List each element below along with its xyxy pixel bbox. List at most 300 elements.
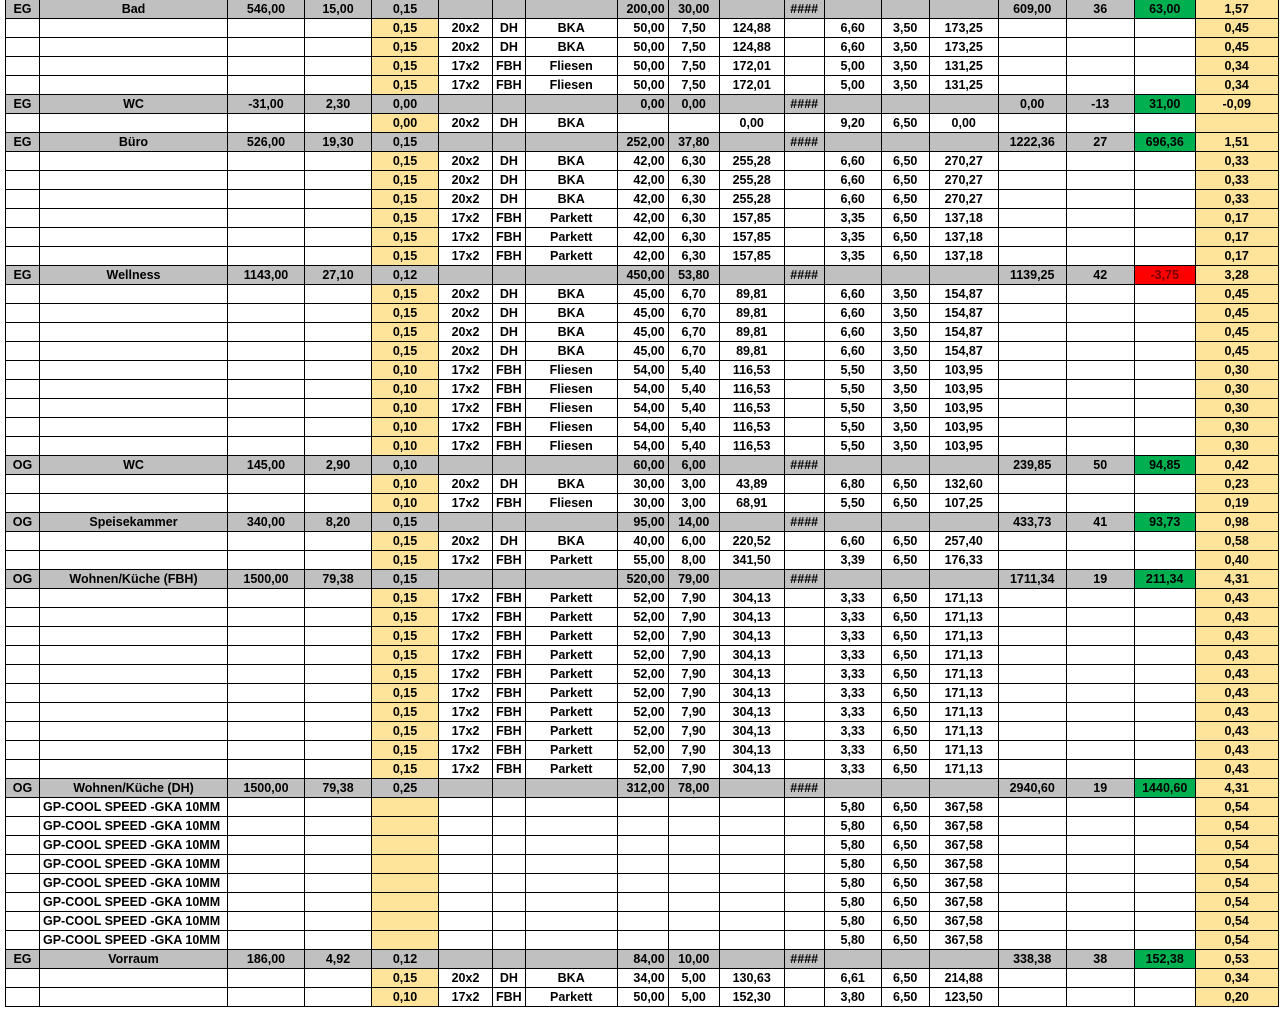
cell-room[interactable]: GP-COOL SPEED -GKA 10MM xyxy=(40,912,228,931)
cell-balance[interactable] xyxy=(1134,741,1195,760)
cell-percent[interactable]: -13 xyxy=(1066,95,1134,114)
cell-cooling[interactable]: 171,13 xyxy=(929,589,998,608)
cell-spacing[interactable] xyxy=(372,893,439,912)
cell-output[interactable]: 89,81 xyxy=(719,323,784,342)
cell-output[interactable]: 304,13 xyxy=(719,627,784,646)
cell-pipe[interactable]: 17x2 xyxy=(439,627,493,646)
cell-pipe[interactable]: 17x2 xyxy=(439,741,493,760)
cell-area-part[interactable]: 5,40 xyxy=(668,361,719,380)
cell-spacing[interactable]: 0,15 xyxy=(372,722,439,741)
cell-area-part[interactable]: 53,80 xyxy=(668,266,719,285)
cell-pipe[interactable] xyxy=(439,950,493,969)
cell-surface[interactable]: Parkett xyxy=(525,551,617,570)
cell-output[interactable] xyxy=(719,95,784,114)
cell-room[interactable] xyxy=(40,703,228,722)
cell-spacing[interactable]: 0,15 xyxy=(372,209,439,228)
cell-temp-diff[interactable]: 5,80 xyxy=(824,798,881,817)
cell-percent[interactable] xyxy=(1066,475,1134,494)
cell-heat-load[interactable]: 340,00 xyxy=(228,513,305,532)
cell-temp[interactable]: 3,50 xyxy=(881,285,929,304)
cell-percent[interactable] xyxy=(1066,722,1134,741)
cell-heat-load[interactable] xyxy=(228,722,305,741)
cell-spacing[interactable]: 0,15 xyxy=(372,152,439,171)
cell-error-mark[interactable] xyxy=(784,418,824,437)
cell-surface[interactable]: Fliesen xyxy=(525,57,617,76)
cell-error-mark[interactable]: #### xyxy=(784,266,824,285)
cell-output[interactable]: 116,53 xyxy=(719,380,784,399)
cell-length[interactable]: 55,00 xyxy=(617,551,668,570)
cell-heat-load[interactable] xyxy=(228,19,305,38)
cell-error-mark[interactable] xyxy=(784,608,824,627)
cell-cooling[interactable]: 131,25 xyxy=(929,76,998,95)
cell-area-part[interactable]: 6,70 xyxy=(668,342,719,361)
cell-temp[interactable]: 3,50 xyxy=(881,19,929,38)
cell-room[interactable] xyxy=(40,627,228,646)
cell-pipe[interactable]: 20x2 xyxy=(439,342,493,361)
cell-error-mark[interactable] xyxy=(784,741,824,760)
cell-balance[interactable] xyxy=(1134,627,1195,646)
cell-cooling[interactable]: 154,87 xyxy=(929,285,998,304)
cell-total[interactable] xyxy=(998,969,1066,988)
cell-temp[interactable]: 3,50 xyxy=(881,399,929,418)
cell-output[interactable] xyxy=(719,836,784,855)
cell-error-mark[interactable] xyxy=(784,646,824,665)
cell-floor[interactable] xyxy=(6,703,40,722)
cell-area[interactable]: 79,38 xyxy=(305,570,372,589)
cell-percent[interactable] xyxy=(1066,38,1134,57)
cell-surface[interactable] xyxy=(525,893,617,912)
cell-system[interactable]: DH xyxy=(493,304,526,323)
cell-flow[interactable]: 0,43 xyxy=(1195,760,1278,779)
cell-pipe[interactable]: 17x2 xyxy=(439,608,493,627)
cell-surface[interactable]: BKA xyxy=(525,19,617,38)
cell-output[interactable]: 157,85 xyxy=(719,228,784,247)
cell-system[interactable]: FBH xyxy=(493,209,526,228)
cell-temp[interactable] xyxy=(881,266,929,285)
cell-pipe[interactable] xyxy=(439,836,493,855)
cell-area[interactable] xyxy=(305,931,372,950)
cell-area[interactable] xyxy=(305,627,372,646)
cell-surface[interactable]: Fliesen xyxy=(525,399,617,418)
cell-error-mark[interactable] xyxy=(784,285,824,304)
cell-heat-load[interactable]: 1500,00 xyxy=(228,570,305,589)
cell-system[interactable] xyxy=(493,855,526,874)
cell-temp-diff[interactable]: 5,50 xyxy=(824,418,881,437)
cell-balance[interactable] xyxy=(1134,380,1195,399)
cell-balance[interactable] xyxy=(1134,228,1195,247)
cell-floor[interactable] xyxy=(6,380,40,399)
cell-temp-diff[interactable] xyxy=(824,133,881,152)
cell-output[interactable]: 152,30 xyxy=(719,988,784,1007)
cell-surface[interactable] xyxy=(525,133,617,152)
cell-heat-load[interactable] xyxy=(228,114,305,133)
cell-heat-load[interactable] xyxy=(228,76,305,95)
cell-percent[interactable] xyxy=(1066,589,1134,608)
cell-heat-load[interactable] xyxy=(228,931,305,950)
cell-pipe[interactable]: 20x2 xyxy=(439,19,493,38)
cell-total[interactable]: 433,73 xyxy=(998,513,1066,532)
cell-error-mark[interactable] xyxy=(784,228,824,247)
cell-temp-diff[interactable]: 6,60 xyxy=(824,38,881,57)
cell-room[interactable]: Speisekammer xyxy=(40,513,228,532)
cell-pipe[interactable]: 20x2 xyxy=(439,285,493,304)
cell-spacing[interactable]: 0,15 xyxy=(372,760,439,779)
cell-area-part[interactable]: 7,90 xyxy=(668,627,719,646)
cell-spacing[interactable]: 0,15 xyxy=(372,247,439,266)
cell-floor[interactable] xyxy=(6,931,40,950)
cell-temp[interactable]: 3,50 xyxy=(881,418,929,437)
cell-output[interactable] xyxy=(719,817,784,836)
cell-system[interactable]: DH xyxy=(493,171,526,190)
cell-error-mark[interactable] xyxy=(784,532,824,551)
cell-flow[interactable]: 0,45 xyxy=(1195,19,1278,38)
cell-system[interactable] xyxy=(493,456,526,475)
cell-temp-diff[interactable]: 3,39 xyxy=(824,551,881,570)
cell-error-mark[interactable] xyxy=(784,722,824,741)
cell-total[interactable] xyxy=(998,342,1066,361)
cell-system[interactable] xyxy=(493,893,526,912)
cell-total[interactable] xyxy=(998,399,1066,418)
cell-total[interactable] xyxy=(998,76,1066,95)
cell-system[interactable]: FBH xyxy=(493,361,526,380)
cell-error-mark[interactable] xyxy=(784,114,824,133)
cell-surface[interactable] xyxy=(525,855,617,874)
cell-percent[interactable] xyxy=(1066,817,1134,836)
cell-temp[interactable]: 6,50 xyxy=(881,589,929,608)
cell-spacing[interactable]: 0,10 xyxy=(372,437,439,456)
cell-room[interactable] xyxy=(40,76,228,95)
cell-percent[interactable] xyxy=(1066,76,1134,95)
cell-area-part[interactable] xyxy=(668,114,719,133)
cell-room[interactable] xyxy=(40,494,228,513)
cell-total[interactable]: 338,38 xyxy=(998,950,1066,969)
cell-total[interactable] xyxy=(998,418,1066,437)
cell-temp[interactable]: 6,50 xyxy=(881,114,929,133)
cell-spacing[interactable]: 0,10 xyxy=(372,494,439,513)
cell-spacing[interactable]: 0,15 xyxy=(372,323,439,342)
cell-pipe[interactable] xyxy=(439,855,493,874)
cell-length[interactable]: 52,00 xyxy=(617,589,668,608)
cell-area-part[interactable]: 5,40 xyxy=(668,380,719,399)
cell-length[interactable]: 42,00 xyxy=(617,209,668,228)
cell-area[interactable] xyxy=(305,475,372,494)
status-badge-balance[interactable]: 152,38 xyxy=(1134,950,1195,969)
cell-flow[interactable]: -0,09 xyxy=(1195,95,1278,114)
cell-cooling[interactable]: 367,58 xyxy=(929,836,998,855)
cell-spacing[interactable] xyxy=(372,931,439,950)
cell-surface[interactable] xyxy=(525,513,617,532)
cell-length[interactable]: 0,00 xyxy=(617,95,668,114)
cell-cooling[interactable] xyxy=(929,570,998,589)
cell-area-part[interactable]: 78,00 xyxy=(668,779,719,798)
cell-temp-diff[interactable]: 6,60 xyxy=(824,190,881,209)
cell-spacing[interactable] xyxy=(372,836,439,855)
cell-percent[interactable] xyxy=(1066,399,1134,418)
cell-error-mark[interactable] xyxy=(784,684,824,703)
cell-area[interactable] xyxy=(305,228,372,247)
cell-balance[interactable] xyxy=(1134,399,1195,418)
cell-balance[interactable] xyxy=(1134,912,1195,931)
cell-temp-diff[interactable]: 6,60 xyxy=(824,304,881,323)
cell-system[interactable] xyxy=(493,874,526,893)
cell-floor[interactable] xyxy=(6,665,40,684)
cell-area[interactable] xyxy=(305,741,372,760)
cell-length[interactable]: 30,00 xyxy=(617,475,668,494)
cell-area-part[interactable]: 7,90 xyxy=(668,589,719,608)
cell-total[interactable] xyxy=(998,57,1066,76)
cell-system[interactable] xyxy=(493,266,526,285)
cell-heat-load[interactable] xyxy=(228,361,305,380)
cell-area[interactable] xyxy=(305,304,372,323)
cell-area-part[interactable]: 6,30 xyxy=(668,209,719,228)
cell-length[interactable]: 45,00 xyxy=(617,285,668,304)
cell-temp[interactable]: 3,50 xyxy=(881,38,929,57)
cell-total[interactable]: 1139,25 xyxy=(998,266,1066,285)
cell-temp-diff[interactable]: 3,33 xyxy=(824,684,881,703)
cell-system[interactable]: FBH xyxy=(493,494,526,513)
cell-area[interactable] xyxy=(305,893,372,912)
cell-floor[interactable] xyxy=(6,969,40,988)
cell-spacing[interactable]: 0,15 xyxy=(372,570,439,589)
cell-balance[interactable] xyxy=(1134,475,1195,494)
cell-system[interactable]: FBH xyxy=(493,57,526,76)
cell-cooling[interactable]: 103,95 xyxy=(929,361,998,380)
cell-surface[interactable]: Parkett xyxy=(525,703,617,722)
cell-system[interactable]: DH xyxy=(493,19,526,38)
cell-total[interactable] xyxy=(998,722,1066,741)
cell-output[interactable]: 116,53 xyxy=(719,361,784,380)
cell-area[interactable] xyxy=(305,494,372,513)
cell-room[interactable]: Wohnen/Küche (FBH) xyxy=(40,570,228,589)
cell-temp-diff[interactable]: 5,50 xyxy=(824,437,881,456)
cell-heat-load[interactable]: 546,00 xyxy=(228,0,305,19)
cell-output[interactable]: 43,89 xyxy=(719,475,784,494)
cell-temp[interactable]: 6,50 xyxy=(881,722,929,741)
cell-heat-load[interactable] xyxy=(228,209,305,228)
cell-temp-diff[interactable] xyxy=(824,779,881,798)
cell-cooling[interactable]: 367,58 xyxy=(929,855,998,874)
cell-surface[interactable]: BKA xyxy=(525,969,617,988)
cell-spacing[interactable]: 0,15 xyxy=(372,684,439,703)
cell-heat-load[interactable]: 1143,00 xyxy=(228,266,305,285)
cell-pipe[interactable]: 20x2 xyxy=(439,152,493,171)
cell-area-part[interactable]: 7,90 xyxy=(668,703,719,722)
cell-area-part[interactable]: 6,70 xyxy=(668,323,719,342)
cell-system[interactable]: FBH xyxy=(493,399,526,418)
cell-pipe[interactable] xyxy=(439,570,493,589)
cell-spacing[interactable]: 0,15 xyxy=(372,38,439,57)
cell-temp[interactable]: 6,50 xyxy=(881,988,929,1007)
cell-temp[interactable]: 3,50 xyxy=(881,57,929,76)
cell-floor[interactable] xyxy=(6,323,40,342)
cell-temp-diff[interactable]: 3,33 xyxy=(824,589,881,608)
cell-spacing[interactable] xyxy=(372,817,439,836)
cell-room[interactable] xyxy=(40,19,228,38)
cell-flow[interactable]: 0,30 xyxy=(1195,437,1278,456)
cell-temp-diff[interactable]: 3,33 xyxy=(824,703,881,722)
cell-surface[interactable] xyxy=(525,779,617,798)
cell-error-mark[interactable] xyxy=(784,475,824,494)
cell-temp[interactable]: 6,50 xyxy=(881,247,929,266)
cell-temp-diff[interactable] xyxy=(824,950,881,969)
cell-output[interactable] xyxy=(719,893,784,912)
cell-error-mark[interactable] xyxy=(784,855,824,874)
cell-temp-diff[interactable]: 3,33 xyxy=(824,608,881,627)
cell-error-mark[interactable] xyxy=(784,304,824,323)
cell-temp-diff[interactable]: 6,60 xyxy=(824,19,881,38)
cell-balance[interactable] xyxy=(1134,798,1195,817)
cell-area-part[interactable]: 6,30 xyxy=(668,190,719,209)
cell-area-part[interactable]: 7,90 xyxy=(668,646,719,665)
cell-error-mark[interactable]: #### xyxy=(784,779,824,798)
cell-surface[interactable] xyxy=(525,798,617,817)
cell-percent[interactable] xyxy=(1066,361,1134,380)
cell-room[interactable] xyxy=(40,57,228,76)
cell-flow[interactable]: 0,45 xyxy=(1195,38,1278,57)
cell-cooling[interactable]: 176,33 xyxy=(929,551,998,570)
cell-balance[interactable] xyxy=(1134,988,1195,1007)
status-badge-balance[interactable]: 94,85 xyxy=(1134,456,1195,475)
cell-output[interactable]: 68,91 xyxy=(719,494,784,513)
cell-temp[interactable]: 6,50 xyxy=(881,684,929,703)
cell-flow[interactable]: 0,17 xyxy=(1195,228,1278,247)
cell-temp[interactable]: 6,50 xyxy=(881,703,929,722)
cell-heat-load[interactable] xyxy=(228,494,305,513)
cell-total[interactable]: 1711,34 xyxy=(998,570,1066,589)
cell-floor[interactable] xyxy=(6,627,40,646)
cell-flow[interactable]: 0,58 xyxy=(1195,532,1278,551)
cell-floor[interactable]: OG xyxy=(6,513,40,532)
status-badge-balance[interactable]: 63,00 xyxy=(1134,0,1195,19)
cell-temp[interactable]: 6,50 xyxy=(881,209,929,228)
cell-pipe[interactable] xyxy=(439,874,493,893)
cell-total[interactable] xyxy=(998,912,1066,931)
cell-length[interactable] xyxy=(617,817,668,836)
cell-area-part[interactable]: 7,90 xyxy=(668,684,719,703)
cell-temp-diff[interactable]: 6,60 xyxy=(824,323,881,342)
cell-balance[interactable] xyxy=(1134,494,1195,513)
cell-length[interactable]: 54,00 xyxy=(617,380,668,399)
cell-floor[interactable] xyxy=(6,532,40,551)
cell-spacing[interactable]: 0,15 xyxy=(372,19,439,38)
cell-error-mark[interactable]: #### xyxy=(784,456,824,475)
cell-room[interactable] xyxy=(40,285,228,304)
cell-floor[interactable] xyxy=(6,646,40,665)
cell-surface[interactable] xyxy=(525,912,617,931)
cell-percent[interactable]: 27 xyxy=(1066,133,1134,152)
cell-heat-load[interactable] xyxy=(228,551,305,570)
cell-area-part[interactable]: 7,50 xyxy=(668,19,719,38)
cell-total[interactable] xyxy=(998,741,1066,760)
cell-spacing[interactable]: 0,12 xyxy=(372,266,439,285)
cell-pipe[interactable]: 17x2 xyxy=(439,551,493,570)
cell-surface[interactable] xyxy=(525,950,617,969)
cell-length[interactable]: 312,00 xyxy=(617,779,668,798)
cell-surface[interactable]: BKA xyxy=(525,323,617,342)
cell-surface[interactable]: Parkett xyxy=(525,209,617,228)
cell-output[interactable]: 304,13 xyxy=(719,703,784,722)
cell-area[interactable]: 79,38 xyxy=(305,779,372,798)
cell-system[interactable]: DH xyxy=(493,475,526,494)
cell-flow[interactable]: 3,28 xyxy=(1195,266,1278,285)
cell-spacing[interactable]: 0,10 xyxy=(372,380,439,399)
cell-total[interactable] xyxy=(998,608,1066,627)
cell-area-part[interactable] xyxy=(668,893,719,912)
cell-error-mark[interactable] xyxy=(784,494,824,513)
cell-room[interactable] xyxy=(40,475,228,494)
cell-length[interactable]: 95,00 xyxy=(617,513,668,532)
cell-floor[interactable] xyxy=(6,76,40,95)
cell-length[interactable]: 52,00 xyxy=(617,608,668,627)
cell-floor[interactable] xyxy=(6,798,40,817)
cell-heat-load[interactable] xyxy=(228,285,305,304)
cell-temp-diff[interactable]: 3,35 xyxy=(824,209,881,228)
cell-flow[interactable]: 0,30 xyxy=(1195,380,1278,399)
cell-length[interactable]: 42,00 xyxy=(617,228,668,247)
cell-flow[interactable]: 0,54 xyxy=(1195,798,1278,817)
cell-cooling[interactable]: 367,58 xyxy=(929,893,998,912)
cell-output[interactable]: 304,13 xyxy=(719,646,784,665)
cell-length[interactable]: 520,00 xyxy=(617,570,668,589)
cell-area-part[interactable] xyxy=(668,836,719,855)
cell-percent[interactable] xyxy=(1066,551,1134,570)
cell-pipe[interactable] xyxy=(439,893,493,912)
cell-cooling[interactable]: 132,60 xyxy=(929,475,998,494)
cell-area[interactable]: 2,30 xyxy=(305,95,372,114)
cell-room[interactable]: WC xyxy=(40,456,228,475)
cell-balance[interactable] xyxy=(1134,969,1195,988)
cell-area[interactable] xyxy=(305,114,372,133)
cell-spacing[interactable]: 0,00 xyxy=(372,114,439,133)
cell-percent[interactable] xyxy=(1066,988,1134,1007)
cell-floor[interactable] xyxy=(6,912,40,931)
cell-total[interactable] xyxy=(998,171,1066,190)
cell-area[interactable] xyxy=(305,361,372,380)
cell-spacing[interactable]: 0,15 xyxy=(372,171,439,190)
cell-temp-diff[interactable]: 5,80 xyxy=(824,836,881,855)
cell-total[interactable] xyxy=(998,323,1066,342)
cell-error-mark[interactable] xyxy=(784,323,824,342)
cell-system[interactable] xyxy=(493,950,526,969)
cell-error-mark[interactable]: #### xyxy=(784,0,824,19)
cell-room[interactable] xyxy=(40,399,228,418)
cell-room[interactable] xyxy=(40,722,228,741)
cell-temp[interactable]: 6,50 xyxy=(881,171,929,190)
cell-surface[interactable] xyxy=(525,456,617,475)
cell-length[interactable] xyxy=(617,874,668,893)
cell-percent[interactable] xyxy=(1066,171,1134,190)
cell-balance[interactable] xyxy=(1134,931,1195,950)
cell-temp[interactable] xyxy=(881,95,929,114)
cell-system[interactable]: FBH xyxy=(493,608,526,627)
cell-room[interactable] xyxy=(40,608,228,627)
cell-temp-diff[interactable]: 5,80 xyxy=(824,874,881,893)
cell-area-part[interactable]: 7,50 xyxy=(668,57,719,76)
cell-total[interactable] xyxy=(998,209,1066,228)
cell-length[interactable] xyxy=(617,114,668,133)
cell-output[interactable]: 304,13 xyxy=(719,722,784,741)
cell-temp[interactable]: 3,50 xyxy=(881,76,929,95)
cell-temp-diff[interactable] xyxy=(824,570,881,589)
cell-balance[interactable] xyxy=(1134,190,1195,209)
cell-temp[interactable]: 3,50 xyxy=(881,361,929,380)
cell-balance[interactable] xyxy=(1134,152,1195,171)
cell-total[interactable] xyxy=(998,437,1066,456)
cell-room[interactable]: Bad xyxy=(40,0,228,19)
cell-spacing[interactable] xyxy=(372,912,439,931)
cell-error-mark[interactable] xyxy=(784,969,824,988)
cell-cooling[interactable]: 137,18 xyxy=(929,247,998,266)
